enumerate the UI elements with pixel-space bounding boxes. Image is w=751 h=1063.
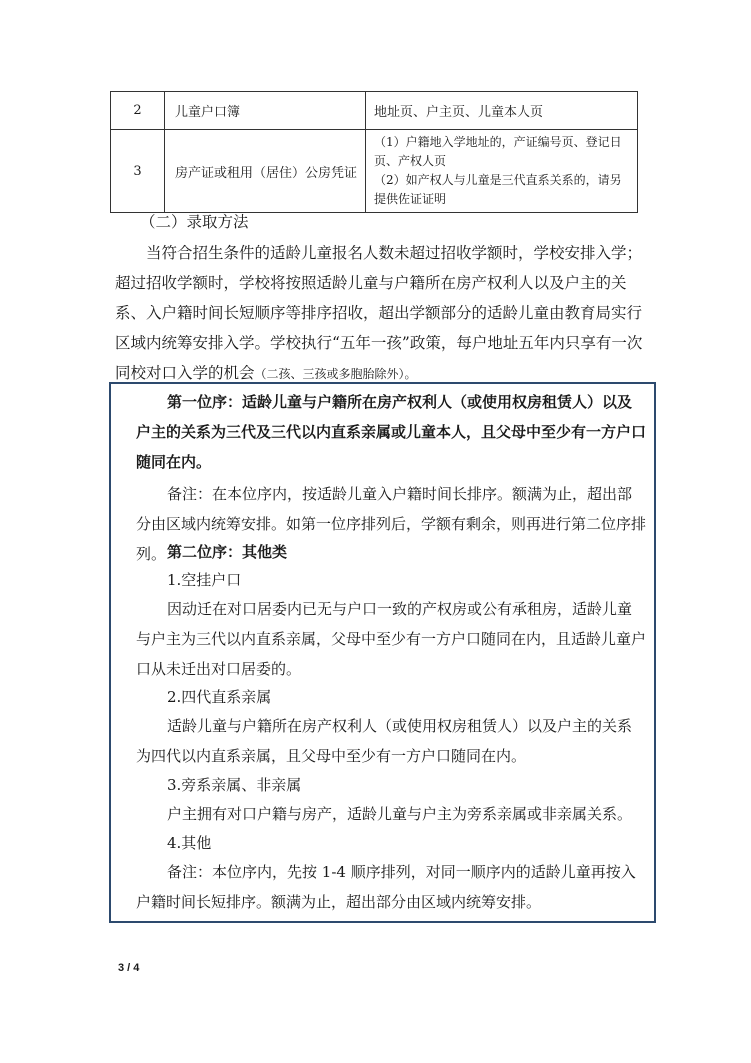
item3-text: 户主拥有对口户籍与房产，适龄儿童与户主为旁系亲属或非亲属关系。 — [167, 805, 633, 823]
item2-title: 2.四代直系亲属 — [167, 688, 272, 706]
document-name: 儿童户口簿 — [165, 92, 366, 130]
item1-text: 因动迁在对口居委内已无与户口一致的产权房或公有承租房，适龄儿童与户主为三代以内直系亲属，父母中至少有一方户口随同在内，且适龄儿童户口从未迁出对口居委的。 — [136, 600, 647, 678]
row-number: 2 — [111, 92, 165, 130]
page-number: 3 / 4 — [118, 962, 140, 974]
table-row — [111, 130, 638, 213]
document-name: 房产证或租用（居住）公房凭证 — [165, 130, 366, 213]
section-heading: （二）录取方法 — [140, 213, 249, 231]
document-pages: 地址页、户主页、儿童本人页 — [366, 92, 638, 130]
first-priority-text: 适龄儿童与户籍所在房产权利人（或使用权房租赁人）以及户主的关系为三代及三代以内直系亲属或儿童本人，且父母中至少有一方户口随同在内。 — [136, 393, 647, 471]
document-pages — [366, 130, 638, 213]
table-row — [111, 92, 638, 130]
second-priority-title: 第二位序：其他类 — [167, 543, 288, 561]
first-priority-note: 备注：在本位序内，按适龄儿童入户籍时间长排序。额满为止，超出部分由区域内统筹安排。如第一位序排列后，学额有剩余，则再进行第二位序排列。 — [136, 485, 647, 563]
first-priority — [136, 387, 646, 477]
doc-requirement-2: （2）如产权人与儿童是三代直系关系的，请另提供佐证证明 — [374, 173, 622, 206]
admission-method-note: （二孩、三孩或多胞胎除外）。 — [254, 367, 417, 381]
item3-title: 3.旁系亲属、非亲属 — [167, 776, 302, 794]
item4-text: 备注：本位序内，先按 1-4 顺序排列，对同一顺序内的适龄儿童再按入户籍时间长短排序。额满为止，超出部分由区域内统筹安排。 — [136, 863, 636, 911]
doc-requirement-1: （1）户籍地入学地址的，产证编号页、登记日页、产权人页 — [374, 135, 622, 168]
item4-title: 4.其他 — [167, 834, 212, 852]
row-number: 3 — [111, 130, 165, 213]
documents-table — [110, 91, 638, 213]
first-priority-title: 第一位序： — [167, 393, 243, 411]
admission-method-text: 当符合招生条件的适龄儿童报名人数未超过招收学额时，学校安排入学；超过招收学额时，学校将按照适龄儿童与户籍所在房产权利人以及户主的关系、入户籍时间长短顺序等排序招收，超出学额部分的适龄儿童由教育局实行区域内统筹安排入学。学校执行“五年一孩”政策，每户地址五年内只享有一次同校对口入学的机会 — [115, 244, 643, 382]
item1-title: 1.空挂户口 — [167, 571, 242, 589]
admission-method-paragraph — [115, 238, 645, 389]
item2-text: 适龄儿童与户籍所在房产权利人（或使用权房租赁人）以及户主的关系为四代以内直系亲属，且父母中至少有一方户口随同在内。 — [136, 717, 633, 765]
